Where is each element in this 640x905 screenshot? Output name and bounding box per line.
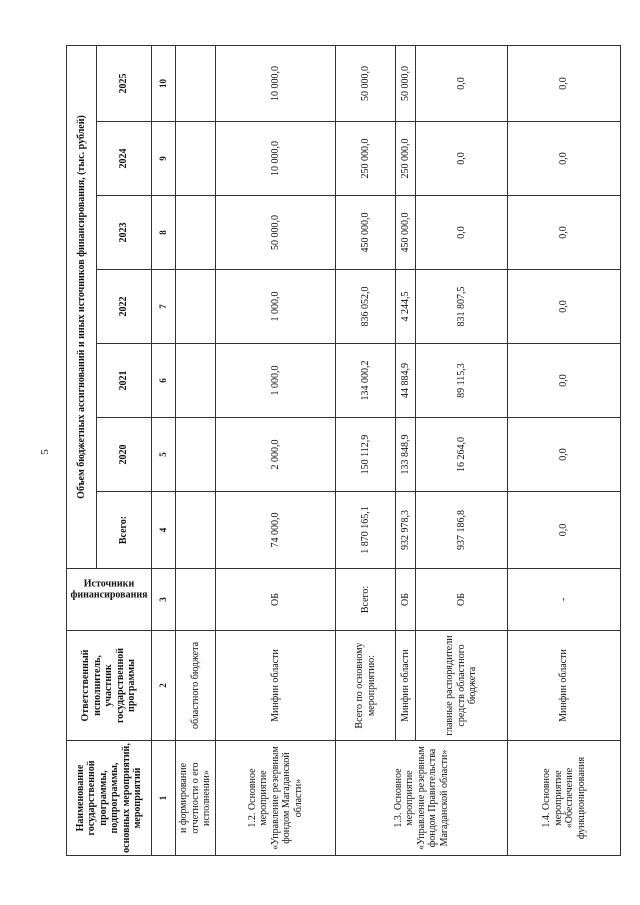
row-executor: Всего по основному мероприятию: (336, 631, 396, 741)
row-name: и формирование отчетности о его исполнении» (176, 741, 216, 856)
column-number: 2 (152, 631, 176, 741)
row-value: 0,0 (508, 122, 621, 196)
row-value: 932 978,3 (396, 492, 416, 569)
row-value: 0,0 (508, 196, 621, 270)
row-value (176, 122, 216, 196)
row-value (176, 492, 216, 569)
table-row (176, 45, 216, 855)
table-row (336, 45, 396, 855)
row-executor: Минфин области (508, 631, 621, 741)
table-row (396, 45, 416, 855)
column-numbers-row (152, 45, 176, 855)
column-number: 10 (152, 45, 176, 121)
row-value: 450 000,0 (336, 196, 396, 270)
row-name: 1.4. Основное мероприятие «Обеспечение функционирования (508, 741, 621, 856)
table-row (416, 45, 508, 855)
row-value: 0,0 (508, 492, 621, 569)
row-source: ОБ (396, 569, 416, 631)
row-executor: Минфин области (396, 631, 416, 741)
column-number: 9 (152, 122, 176, 196)
row-value: 1 870 165,1 (336, 492, 396, 569)
financing-table (66, 45, 621, 856)
row-value (176, 418, 216, 492)
row-value: 250 000,0 (336, 122, 396, 196)
row-source: Всего: (336, 569, 396, 631)
column-number: 7 (152, 270, 176, 344)
column-number: 4 (152, 492, 176, 569)
row-value: 0,0 (416, 45, 508, 121)
column-number: 1 (152, 741, 176, 856)
header-year-2024: 2024 (97, 122, 152, 196)
row-value: 44 884,9 (396, 344, 416, 418)
row-source: ОБ (216, 569, 336, 631)
row-value: 0,0 (508, 344, 621, 418)
row-value: 74 000,0 (216, 492, 336, 569)
header-name: Наименование государственной программы, подпрограммы, основных мероприятий, мероприятий (67, 741, 152, 856)
row-value: 150 112,9 (336, 418, 396, 492)
column-number: 3 (152, 569, 176, 631)
column-number: 6 (152, 344, 176, 418)
header-year-2021: 2021 (97, 344, 152, 418)
row-value: 50 000,0 (216, 196, 336, 270)
header-year-total: Всего: (97, 492, 152, 569)
row-value: 10 000,0 (216, 45, 336, 121)
row-value: 450 000,0 (396, 196, 416, 270)
row-value: 0,0 (508, 270, 621, 344)
row-value: 50 000,0 (396, 45, 416, 121)
row-value: 16 264,0 (416, 418, 508, 492)
row-value (176, 196, 216, 270)
column-number: 5 (152, 418, 176, 492)
row-source: ОБ (416, 569, 508, 631)
row-name: 1.2. Основное мероприятие «Управление резервным фондом Магаданской области» (216, 741, 336, 856)
header-executor: Ответственный исполнитель, участник государственной программы (67, 631, 152, 741)
table-row (508, 45, 621, 855)
row-value: 937 186,8 (416, 492, 508, 569)
row-value: 0,0 (416, 196, 508, 270)
header-year-2020: 2020 (97, 418, 152, 492)
row-value: 0,0 (508, 418, 621, 492)
header-year-2022: 2022 (97, 270, 152, 344)
header-year-2023: 2023 (97, 196, 152, 270)
row-value: 4 244,5 (396, 270, 416, 344)
row-value: 2 000,0 (216, 418, 336, 492)
row-name: 1.3. Основное мероприятие «Управление резервным фондом Правительства Магаданской области» (336, 741, 508, 856)
row-executor: Минфин области (216, 631, 336, 741)
rotated-table-wrapper (66, 46, 620, 856)
row-source (176, 569, 216, 631)
row-value: 50 000,0 (336, 45, 396, 121)
row-value: 0,0 (416, 122, 508, 196)
header-year-2025: 2025 (97, 45, 152, 121)
row-value (176, 270, 216, 344)
row-source: - (508, 569, 621, 631)
row-value: 10 000,0 (216, 122, 336, 196)
row-value (176, 45, 216, 121)
row-value: 831 807,5 (416, 270, 508, 344)
header-volume: Объем бюджетных ассигнований и иных источников финансирования, (тыс. рублей) (67, 45, 97, 568)
header-source (67, 569, 152, 631)
row-value: 1 000,0 (216, 344, 336, 418)
row-value: 836 052,0 (336, 270, 396, 344)
row-executor: областного бюджета (176, 631, 216, 741)
row-value (176, 344, 216, 418)
row-value: 0,0 (508, 45, 621, 121)
row-value: 250 000,0 (396, 122, 416, 196)
header-source-text: Источники финансирования (70, 578, 148, 601)
page-number: 5 (39, 449, 51, 455)
row-value: 1 000,0 (216, 270, 336, 344)
row-value: 133 848,9 (396, 418, 416, 492)
row-value: 134 000,2 (336, 344, 396, 418)
row-value: 89 115,3 (416, 344, 508, 418)
column-number: 8 (152, 196, 176, 270)
header-row-top (67, 45, 97, 855)
row-executor: главные распорядители средств областного бюджета (416, 631, 508, 741)
table-row (216, 45, 336, 855)
